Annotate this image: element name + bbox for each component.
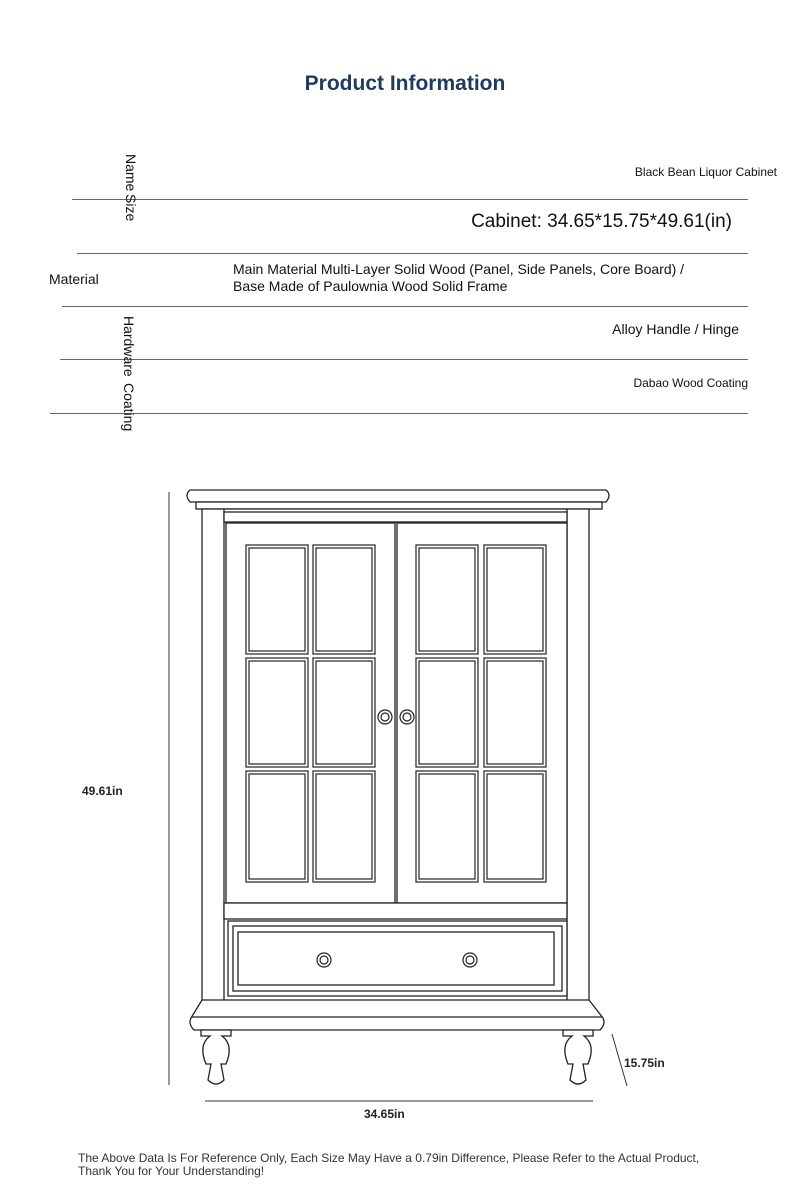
size-label: Size — [123, 194, 139, 222]
left-leg — [201, 1030, 231, 1084]
material-value-line2: Base Made of Paulownia Wood Solid Frame — [233, 278, 508, 294]
material-label: Material — [49, 271, 99, 287]
width-dimension-label: 34.65in — [364, 1107, 405, 1121]
cabinet-top-lip — [196, 502, 602, 509]
left-door — [226, 523, 395, 903]
cabinet-base — [190, 1000, 604, 1030]
depth-dimension-label: 15.75in — [624, 1056, 665, 1070]
name-label: Name — [123, 154, 139, 192]
material-value-line1: Main Material Multi-Layer Solid Wood (Panel, Side Panels, Core Board) / — [233, 261, 685, 277]
page-title: Product Information — [304, 72, 506, 95]
hardware-label: Hardware — [121, 316, 137, 377]
disclaimer — [78, 1152, 738, 1178]
right-leg — [563, 1030, 593, 1084]
cabinet-top — [187, 490, 609, 502]
hardware-value: Alloy Handle / Hinge — [612, 321, 739, 337]
disclaimer-line-2: Thank You for Your Understanding! — [78, 1164, 265, 1178]
disclaimer-line-1: The Above Data Is For Reference Only, Each Size May Have a 0.79in Difference, Please Refer to the Actual Product, — [78, 1151, 700, 1165]
name-value: Black Bean Liquor Cabinet — [634, 165, 777, 179]
right-door — [397, 523, 567, 903]
size-value: Cabinet: 34.65*15.75*49.61(in) — [471, 211, 732, 232]
height-dimension-label: 49.61in — [82, 784, 123, 798]
coating-label: Coating — [121, 383, 137, 432]
coating-value: Dabao Wood Coating — [633, 376, 748, 390]
